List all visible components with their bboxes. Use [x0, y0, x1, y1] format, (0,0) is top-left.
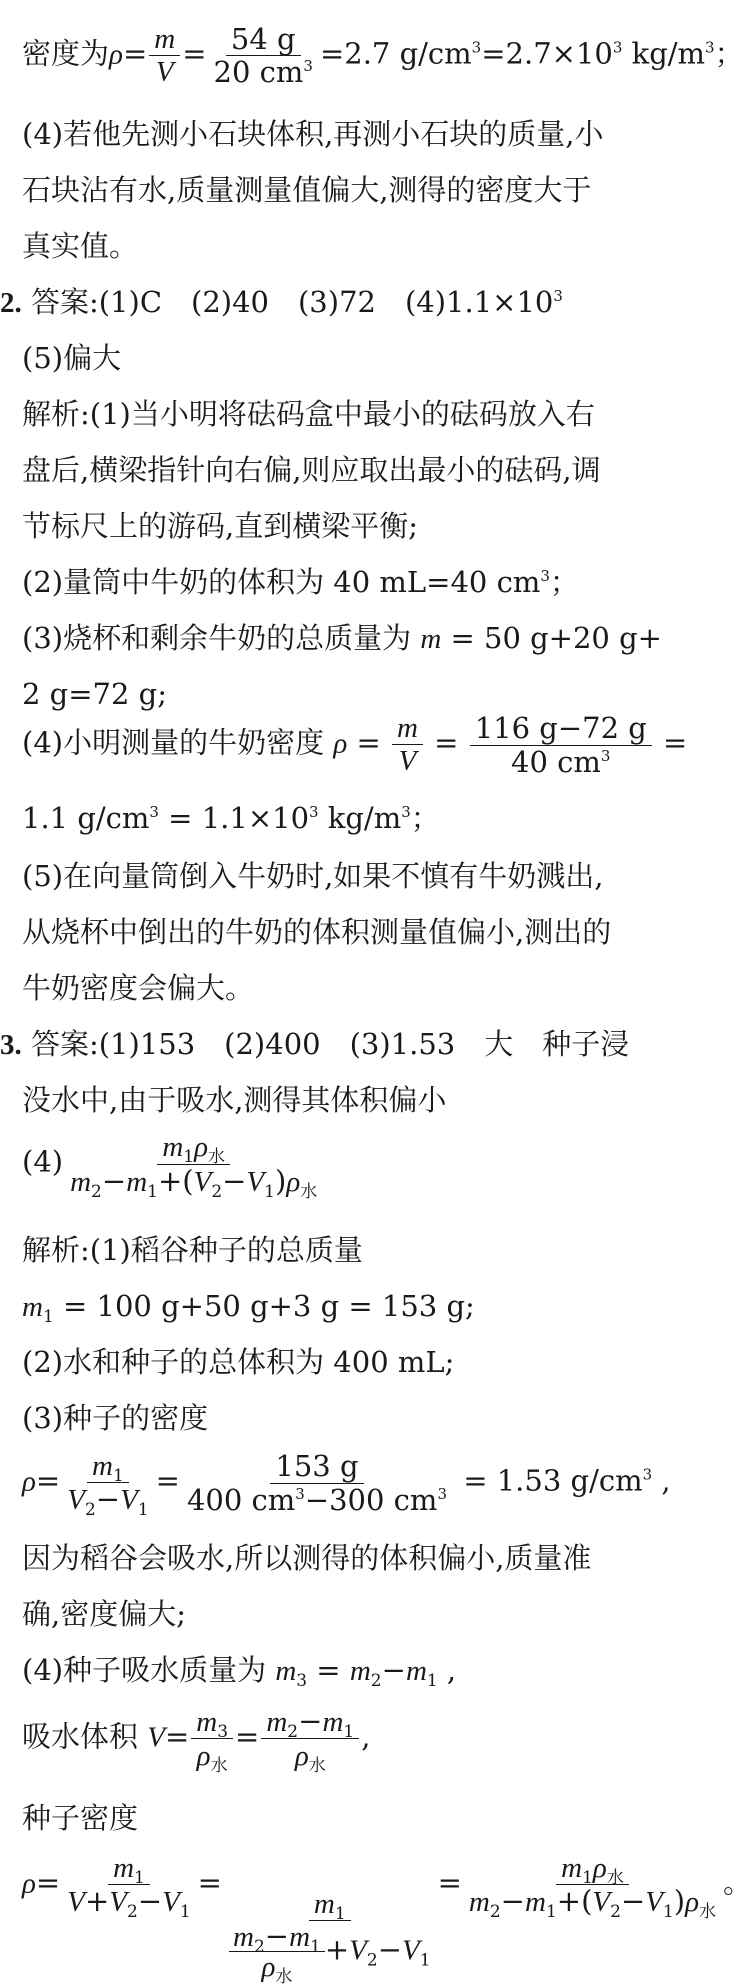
q2-analysis-1: 解析:(1)当小明将砝码盒中最小的砝码放入右: [22, 397, 595, 431]
density-formula-line: 密度为ρ= $\frac{m}{V}$ = $\frac{54 g}{20 cm^3}$ =2.7 $g/cm^3=2.7\times 10^3$ $kg/m^3$；: [22, 22, 744, 89]
q2-analysis-6: 2 g=72 g;: [22, 677, 167, 711]
q2-analysis-5: (3)烧杯和剩余牛奶的总质量为 m = 50 g+20 g+: [22, 621, 662, 655]
p1-line3: 真实值。: [22, 229, 139, 263]
q2-answer: 2. 答案:(1)C (2)40 (3)72 $(4)1.1\times 10^3$: [0, 285, 563, 319]
q3-answer-4: (4) $\frac{m_1\rho_水}{m_2-m_1+(V_2-V_1)\rho_水}$: [22, 1130, 324, 1197]
q3-answer-2: 没水中,由于吸水,测得其体积偏小: [22, 1083, 447, 1117]
fraction-54-over-20: $\frac{54 g}{20 cm^3}$: [213, 22, 313, 89]
q2-analysis-11: 牛奶密度会偏大。: [22, 971, 255, 1005]
q2-analysis-8: 1.1 $g/cm^3 = 1.1\times 10^3$ $kg/m^3$；: [22, 801, 440, 835]
q3-analysis-7: 确,密度偏大;: [22, 1597, 186, 1631]
q3-answer: 3. 答案:(1)153 (2)400 (3)1.53 大 种子浸: [0, 1027, 630, 1061]
q2-analysis-9: (5)在向量筒倒入牛奶时,如果不慎有牛奶溅出,: [22, 859, 604, 893]
q2-analysis-3: 节标尺上的游码,直到横梁平衡;: [22, 509, 418, 543]
fraction-m2-m1-over-rho: $\frac{m_2-m_1}{\rho_水}$: [261, 1706, 359, 1771]
fraction-m-over-v: $\frac{m}{V}$: [149, 24, 180, 87]
q3-analysis-4: (3)种子的密度: [22, 1401, 209, 1435]
fraction-seed-density-final: $\frac{m_1\rho_水}{m_2-m_1+(V_2-V_1)\rho_水}$: [468, 1852, 717, 1922]
q2-analysis-7: (4)小明测量的牛奶密度 ρ = $\frac{m}{V}$ = $\frac{116 g-72 g}{40 cm^3}$ =: [22, 711, 688, 779]
q2-analysis-4: (2)量筒中牛奶的体积为 40 mL=40 $cm^3$；: [22, 565, 579, 599]
fraction-m-over-v-2: $\frac{m}{V}$: [392, 713, 423, 776]
q3-analysis-6: 因为稻谷会吸水,所以测得的体积偏小,质量准: [22, 1541, 592, 1575]
p1-line1: (4)若他先测小石块体积,再测小石块的质量,小: [22, 117, 604, 151]
fraction-153-over-volume: $\frac{153 g}{400 cm^3-300 cm^3}$: [186, 1449, 447, 1517]
p1-line2: 石块沾有水,质量测量值偏大,测得的密度大于: [22, 173, 592, 207]
q2-answer-5: (5)偏大: [22, 341, 122, 375]
q3-analysis-1: 解析:(1)稻谷种子的总质量: [22, 1233, 363, 1267]
q3-analysis-9: 吸水体积 V= $\frac{m_3}{\rho_水}$ = $\frac{m_2-m_1}{\rho_水}$ ,: [22, 1704, 371, 1776]
q3-analysis-11: ρ= $\frac{m_1}{V+V_2-V_1}$ = $m_1$ $m_2-m_1$ $\rho_水$ $+V_2-V_1$ = $\frac{m_1\rho_水}{m_2-m_1+(V_2-V_1)\rho_水}$ 。: [22, 1852, 752, 1987]
fraction-seed-density-1: $\frac{m_1}{V+V_2-V_1}$: [67, 1852, 191, 1922]
q2-analysis-2: 盘后,横梁指针向右偏,则应取出最小的砝码,调: [22, 453, 601, 487]
q3-analysis-3: (2)水和种子的总体积为 400 mL;: [22, 1345, 455, 1379]
q3-analysis-5: ρ= $\frac{m_1}{V_2-V_1}$ = $\frac{153 g}{400 cm^3-300 cm^3}$ = 1.53 $g/cm^3$ ,: [22, 1449, 671, 1520]
q3-analysis-8: (4)种子吸水质量为 $m_3 = m_2-m_1$ ,: [22, 1653, 457, 1691]
fraction-seed-density-answer: $\frac{m_1\rho_水}{m_2-m_1+(V_2-V_1)\rho_水}$: [70, 1131, 318, 1202]
q2-analysis-10: 从烧杯中倒出的牛奶的体积测量值偏小,测出的: [22, 915, 612, 949]
q3-analysis-2: $m_1 = 100$ g+50 g+3 g = 153 g;: [22, 1289, 475, 1327]
fraction-m1-over-v2-v1: $\frac{m_1}{V_2-V_1}$: [67, 1450, 149, 1520]
fraction-seed-density-nested: $m_1$ $m_2-m_1$ $\rho_水$ $+V_2-V_1$: [224, 1888, 436, 1981]
q3-analysis-10: 种子密度: [22, 1801, 139, 1835]
fraction-milk-density: $\frac{116 g-72 g}{40 cm^3}$: [470, 712, 652, 777]
fraction-m3-over-rho: $\frac{m_3}{\rho_水}$: [191, 1706, 233, 1771]
